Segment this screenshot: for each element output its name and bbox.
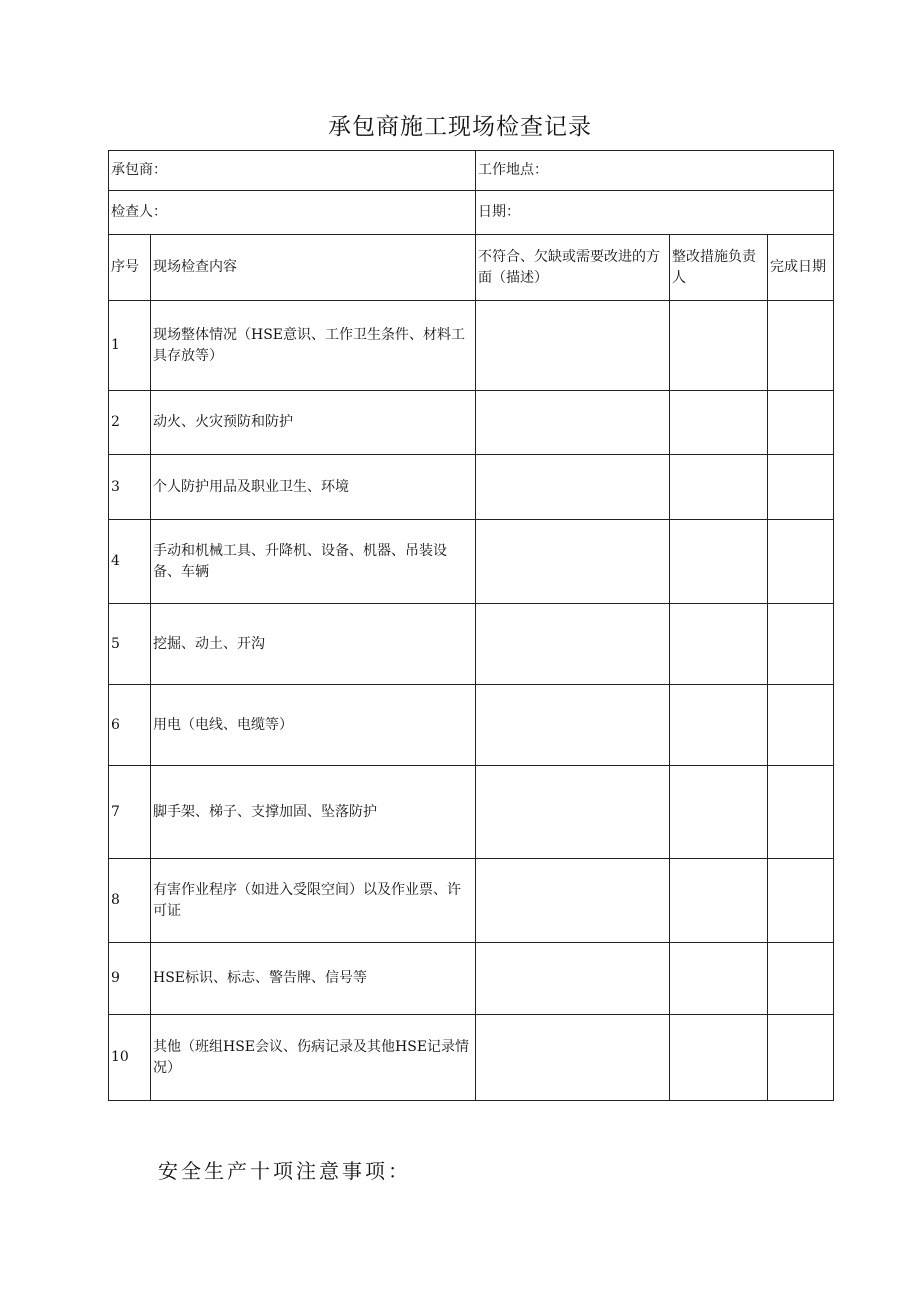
row-issues-cell[interactable] (476, 766, 670, 859)
row-issues-cell[interactable] (476, 301, 670, 391)
col-header-issues: 不符合、欠缺或需要改进的方面（描述） (476, 235, 670, 301)
inspector-field[interactable] (109, 191, 476, 235)
row-completion-cell[interactable] (768, 604, 834, 685)
contractor-field[interactable] (109, 151, 476, 191)
row-issues-cell[interactable] (476, 685, 670, 766)
row-number: 5 (109, 604, 151, 685)
row-completion-cell[interactable] (768, 766, 834, 859)
row-number: 6 (109, 685, 151, 766)
table-row (109, 1015, 834, 1101)
row-owner-cell[interactable] (670, 520, 768, 604)
inspector-label: 检查人： (111, 204, 167, 220)
row-completion-cell[interactable] (768, 391, 834, 455)
row-number: 9 (109, 943, 151, 1015)
col-header-completion: 完成日期 (768, 235, 834, 301)
row-owner-cell[interactable] (670, 1015, 768, 1101)
table-row (109, 859, 834, 943)
row-content: 有害作业程序（如进入受限空间）以及作业票、许可证 (151, 859, 476, 943)
table-row (109, 766, 834, 859)
inspection-table (108, 150, 834, 1101)
row-issues-cell[interactable] (476, 943, 670, 1015)
row-issues-cell[interactable] (476, 391, 670, 455)
table-row (109, 391, 834, 455)
date-field[interactable] (476, 191, 834, 235)
row-content: 用电（电线、电缆等） (151, 685, 476, 766)
page-title: 承包商施工现场检查记录 (328, 114, 592, 140)
row-content: 动火、火灾预防和防护 (151, 391, 476, 455)
row-owner-cell[interactable] (670, 766, 768, 859)
row-issues-cell[interactable] (476, 859, 670, 943)
row-completion-cell[interactable] (768, 520, 834, 604)
row-owner-cell[interactable] (670, 859, 768, 943)
row-completion-cell[interactable] (768, 943, 834, 1015)
row-number: 2 (109, 391, 151, 455)
safety-notes-heading: 安全生产十项注意事项： (158, 1159, 411, 1183)
table-row (109, 943, 834, 1015)
row-owner-cell[interactable] (670, 455, 768, 520)
row-owner-cell[interactable] (670, 685, 768, 766)
table-row (109, 520, 834, 604)
row-completion-cell[interactable] (768, 455, 834, 520)
row-number: 1 (109, 301, 151, 391)
column-header-row (109, 235, 834, 301)
row-number: 8 (109, 859, 151, 943)
col-header-seq: 序号 (109, 235, 151, 301)
table-row (109, 685, 834, 766)
row-content: 手动和机械工具、升降机、设备、机器、吊装设备、车辆 (151, 520, 476, 604)
row-issues-cell[interactable] (476, 455, 670, 520)
location-label: 工作地点： (478, 162, 548, 178)
row-owner-cell[interactable] (670, 301, 768, 391)
row-issues-cell[interactable] (476, 1015, 670, 1101)
row-number: 7 (109, 766, 151, 859)
row-issues-cell[interactable] (476, 520, 670, 604)
row-issues-cell[interactable] (476, 604, 670, 685)
row-number: 4 (109, 520, 151, 604)
row-completion-cell[interactable] (768, 301, 834, 391)
table-row (109, 301, 834, 391)
row-completion-cell[interactable] (768, 859, 834, 943)
row-number: 10 (109, 1015, 151, 1101)
col-header-owner: 整改措施负责人 (670, 235, 768, 301)
row-number: 3 (109, 455, 151, 520)
row-owner-cell[interactable] (670, 943, 768, 1015)
table-row (109, 604, 834, 685)
contractor-label: 承包商： (111, 162, 167, 178)
row-content: 现场整体情况（HSE意识、工作卫生条件、材料工具存放等） (151, 301, 476, 391)
header-row-inspector (109, 191, 834, 235)
row-completion-cell[interactable] (768, 1015, 834, 1101)
row-owner-cell[interactable] (670, 604, 768, 685)
location-field[interactable] (476, 151, 834, 191)
col-header-content: 现场检查内容 (151, 235, 476, 301)
date-label: 日期： (478, 204, 520, 220)
row-completion-cell[interactable] (768, 685, 834, 766)
row-owner-cell[interactable] (670, 391, 768, 455)
row-content: 其他（班组HSE会议、伤病记录及其他HSE记录情况） (151, 1015, 476, 1101)
header-row-contractor (109, 151, 834, 191)
table-row (109, 455, 834, 520)
row-content: 挖掘、动土、开沟 (151, 604, 476, 685)
row-content: HSE标识、标志、警告牌、信号等 (151, 943, 476, 1015)
row-content: 脚手架、梯子、支撑加固、坠落防护 (151, 766, 476, 859)
row-content: 个人防护用品及职业卫生、环境 (151, 455, 476, 520)
